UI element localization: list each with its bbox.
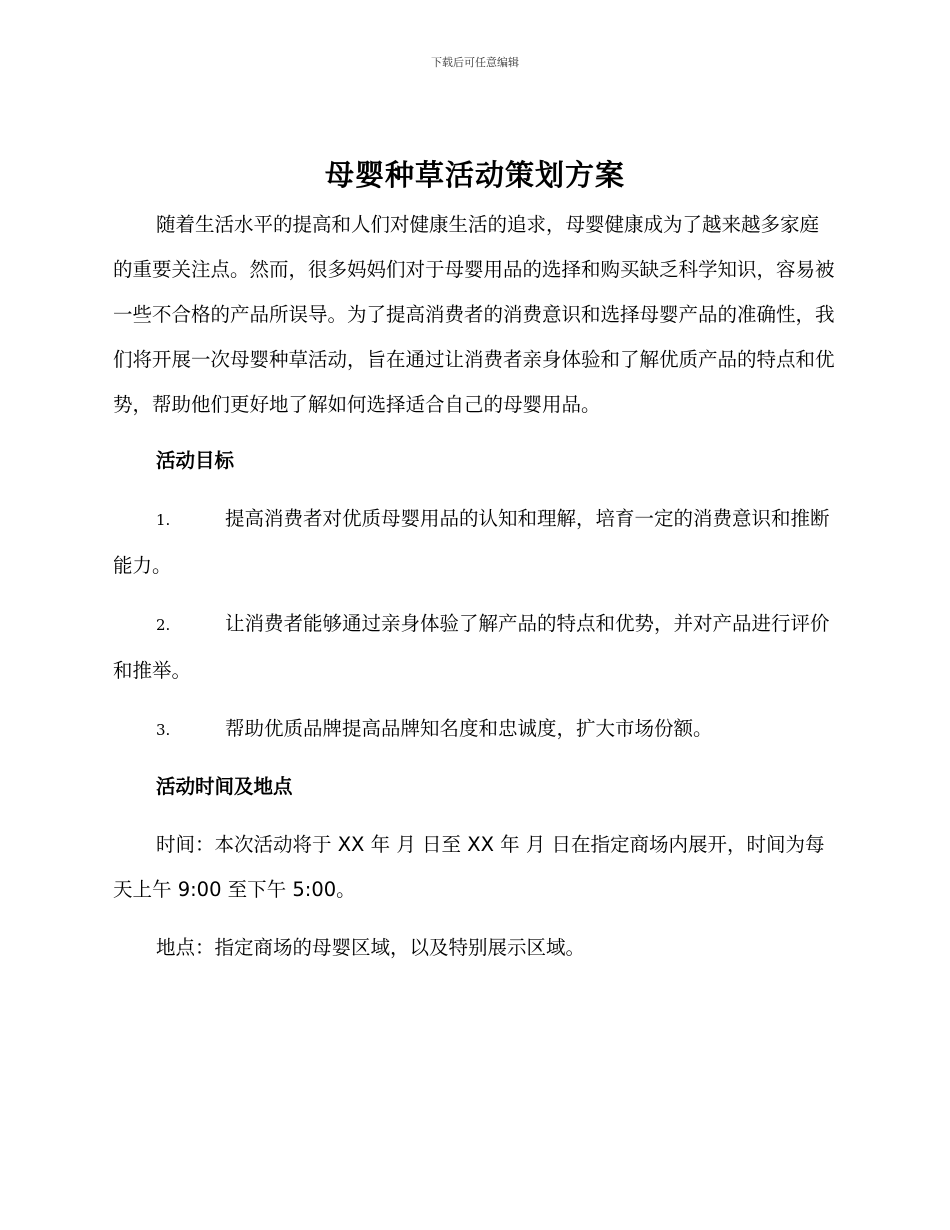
document-title: 母婴种草活动策划方案 bbox=[324, 158, 625, 192]
time-paragraph: 时间：本次活动将于 XX 年 月 日至 XX 年 月 日在指定商场内展开，时间为每天上午 9:00 至下午 5:00。 bbox=[113, 833, 825, 901]
goal-number: 3. bbox=[156, 721, 171, 739]
goal-text: 帮助优质品牌提高品牌知名度和忠诚度，扩大市场份额。 bbox=[225, 717, 713, 740]
goal-item bbox=[113, 496, 835, 588]
goal-item bbox=[113, 601, 835, 693]
goal-item bbox=[113, 706, 835, 753]
goal-text: 提高消费者对优质母婴用品的认知和理解，培育一定的消费意识和推断能力。 bbox=[113, 507, 830, 577]
goal-number: 1. bbox=[156, 511, 171, 529]
page-header-note: 下载后可任意编辑 bbox=[431, 56, 519, 69]
goal-text: 让消费者能够通过亲身体验了解产品的特点和优势，并对产品进行评价和推举。 bbox=[113, 612, 830, 682]
section-heading-time-place: 活动时间及地点 bbox=[156, 775, 293, 798]
intro-paragraph: 随着生活水平的提高和人们对健康生活的追求，母婴健康成为了越来越多家庭的重要关注点。然而，很多妈妈们对于母婴用品的选择和购买缺乏科学知识，容易被一些不合格的产品所误导。为了提高消费者的消费意识和选择母婴产品的准确性，我们将开展一次母婴种草活动，旨在通过让消费者亲身体验和了解优质产品的特点和优势，帮助他们更好地了解如何选择适合自己的母婴用品。 bbox=[113, 213, 835, 416]
section-heading-goals: 活动目标 bbox=[156, 449, 235, 472]
goal-number: 2. bbox=[156, 616, 171, 634]
place-paragraph: 地点：指定商场的母婴区域，以及特别展示区域。 bbox=[156, 936, 586, 959]
document-body bbox=[113, 202, 835, 970]
